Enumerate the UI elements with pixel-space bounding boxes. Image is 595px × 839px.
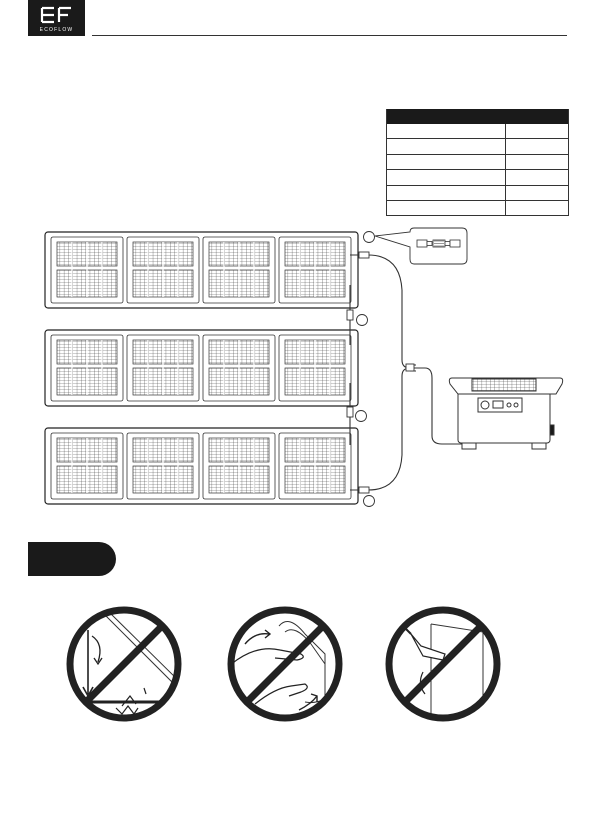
header-rule [92, 35, 567, 36]
table-row [387, 124, 568, 139]
ecoflow-logo [28, 0, 85, 36]
table-row [387, 201, 568, 216]
callout-4 [364, 496, 375, 507]
solar-panel-top [45, 232, 358, 308]
table-row [387, 186, 568, 201]
cables [350, 255, 470, 490]
solar-connection-diagram [0, 220, 595, 520]
spec-table-header [387, 109, 568, 124]
connector-detail [375, 228, 467, 264]
spec-table [386, 109, 569, 216]
solar-panel-middle [45, 330, 358, 406]
table-row [387, 170, 568, 185]
power-station [449, 378, 562, 449]
bend-warning-icon [225, 604, 345, 724]
callout-1 [364, 232, 375, 243]
table-row [387, 139, 568, 154]
sharp-object-warning-icon [383, 604, 503, 724]
callout-3 [356, 411, 367, 422]
section-tab [28, 542, 116, 576]
callout-2 [357, 315, 368, 326]
solar-panel-bottom [45, 428, 358, 504]
drop-warning-icon [64, 604, 184, 724]
table-row [387, 155, 568, 170]
svg-text:ECOFLOW: ECOFLOW [39, 27, 74, 33]
